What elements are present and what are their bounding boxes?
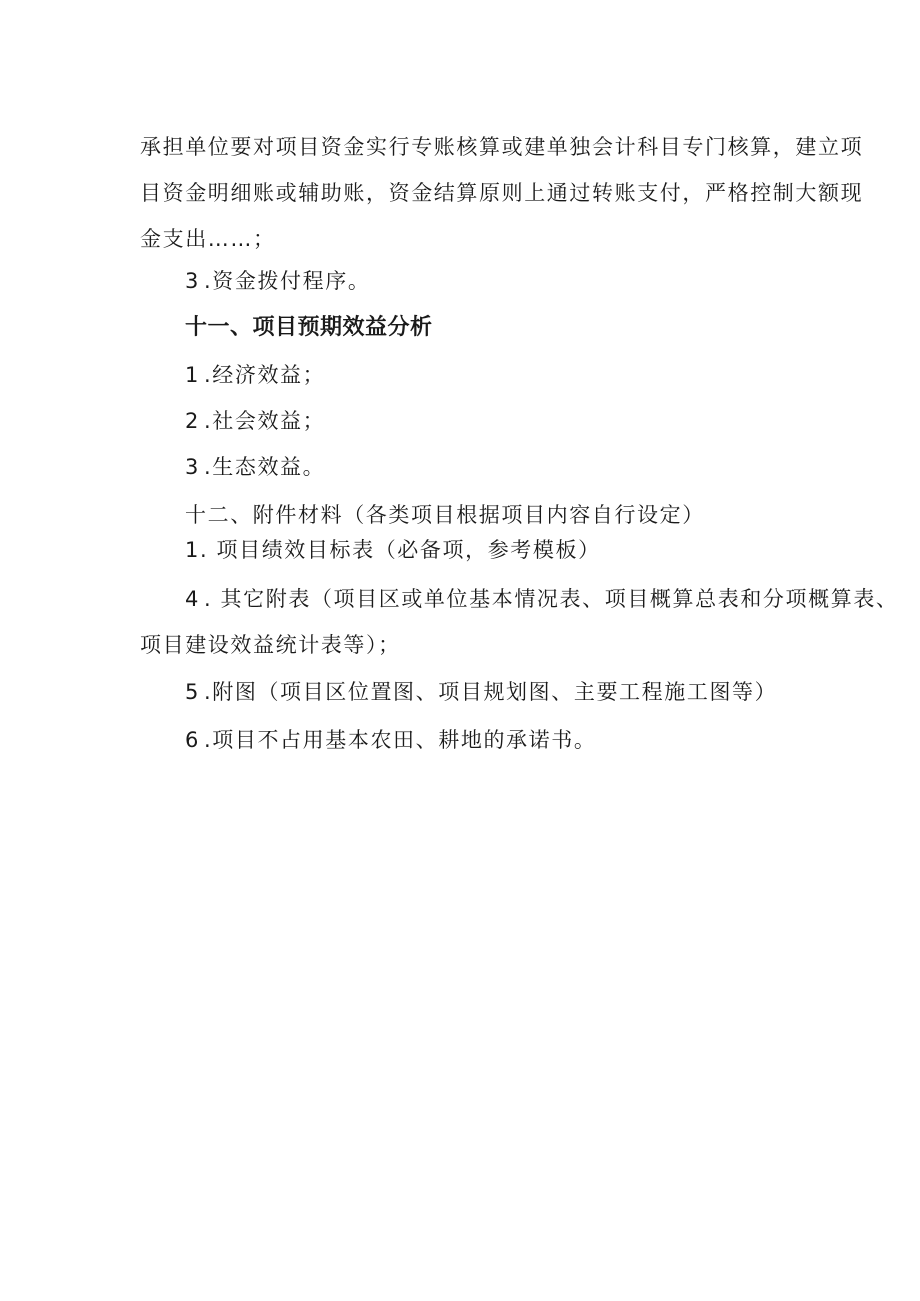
item-number: 1	[185, 363, 200, 387]
attachment-other-tables	[185, 584, 899, 614]
item-number: 3	[185, 455, 200, 479]
item-number: 3	[185, 269, 200, 293]
paragraph-line: 金支出……；	[140, 227, 276, 251]
section-12-heading: 十二、附件材料（各类项目根据项目内容自行设定）	[185, 503, 705, 527]
section-11-heading: 十一、项目预期效益分析	[185, 315, 433, 340]
paragraph-line: 目资金明细账或辅助账，资金结算原则上通过转账支付，严格控制大额现	[140, 181, 864, 205]
benefit-social	[185, 406, 325, 436]
item-text: .附图（项目区位置图、项目规划图、主要工程施工图等）	[203, 680, 778, 704]
item-text: .生态效益。	[203, 455, 326, 479]
item-text: . 其它附表（项目区或单位基本情况表、项目概算总表和分项概算表、	[203, 587, 899, 611]
benefit-economic	[185, 360, 325, 390]
item-text: .项目不占用基本农田、耕地的承诺书。	[203, 728, 597, 752]
item-funding-procedure	[185, 266, 370, 296]
item-number: 5	[185, 680, 200, 704]
item-text: .社会效益；	[203, 409, 326, 433]
benefit-ecological	[185, 452, 325, 482]
item-text: .经济效益；	[203, 363, 326, 387]
item-number: 2	[185, 409, 200, 433]
paragraph-line: 承担单位要对项目资金实行专账核算或建单独会计科目专门核算，建立项	[140, 135, 864, 159]
attachment-maps	[185, 677, 777, 707]
attachment-performance-table: 1. 项目绩效目标表（必备项，参考模板）	[185, 538, 601, 562]
attachment-commitment-letter	[185, 725, 596, 755]
fund-management-paragraph	[140, 124, 900, 262]
item-number: 4	[185, 587, 200, 611]
item-text: .资金拨付程序。	[203, 269, 371, 293]
item-number: 6	[185, 728, 200, 752]
attachment-other-tables-continued: 项目建设效益统计表等）；	[140, 633, 401, 657]
